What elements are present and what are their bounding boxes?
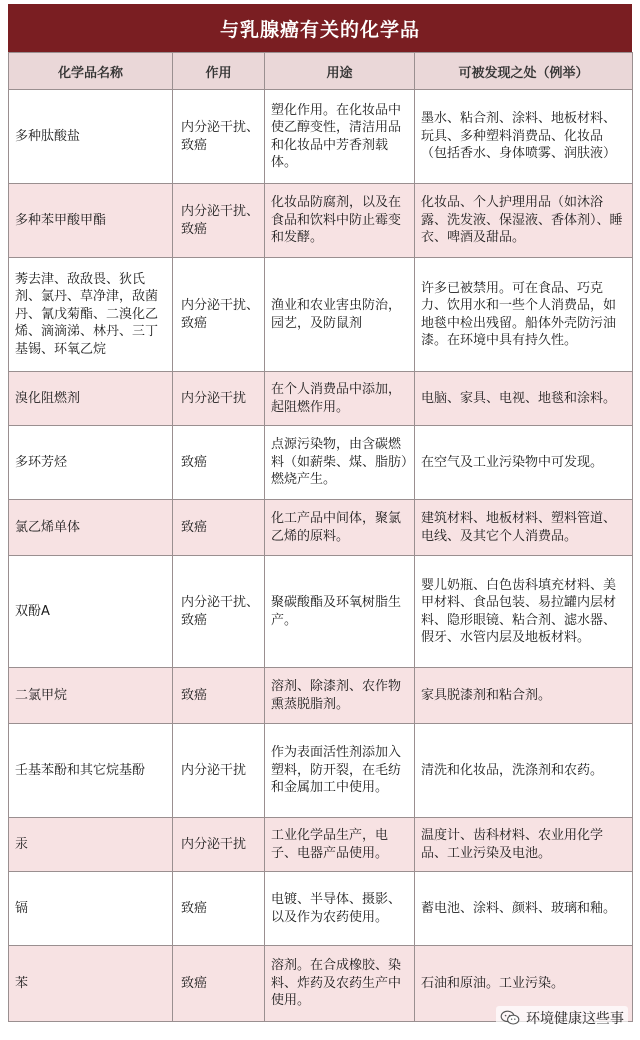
chemical-found: 家具脱漆剂和粘合剂。 — [415, 668, 633, 724]
chemical-use: 塑化作用。在化妆品中使乙醇变性，清洁用品和化妆品中芳香剂载体。 — [265, 90, 415, 184]
chemical-name: 氯乙烯单体 — [9, 500, 173, 556]
chemical-effect: 致癌 — [173, 426, 265, 500]
header-name: 化学品名称 — [9, 53, 173, 90]
chemical-effect: 内分泌干扰、致癌 — [173, 258, 265, 372]
chemical-found: 墨水、粘合剂、涂料、地板材料、玩具、多种塑料消费品、化妆品（包括香水、身体喷雾、润肤液） — [415, 90, 633, 184]
chemical-name: 莠去津、敌敌畏、狄氏剂、氯丹、草净津，敌菌丹、氰戊菊酯、二溴化乙烯、滴滴涕、林丹、三丁基锡、环氧乙烷 — [9, 258, 173, 372]
header-found: 可被发现之处（例举） — [415, 53, 633, 90]
chemical-found: 婴儿奶瓶、白色齿科填充材料、美甲材料、食品包装、易拉罐内层材料、隐形眼镜、粘合剂、滤水器、假牙、水管内层及地板材料。 — [415, 556, 633, 668]
chemical-effect: 致癌 — [173, 668, 265, 724]
chemical-found: 电脑、家具、电视、地毯和涂料。 — [415, 372, 633, 426]
table-row — [9, 872, 633, 946]
header-effect: 作用 — [173, 53, 265, 90]
chemical-use: 在个人消费品中添加，起阻燃作用。 — [265, 372, 415, 426]
chemical-name: 苯 — [9, 946, 173, 1022]
chemical-name: 多种苯甲酸甲酯 — [9, 184, 173, 258]
chemical-use: 点源污染物，由含碳燃料（如薪柴、煤、脂肪）燃烧产生。 — [265, 426, 415, 500]
watermark-text: 环境健康这些事 — [526, 1011, 624, 1027]
chemical-use: 化工产品中间体，聚氯乙烯的原料。 — [265, 500, 415, 556]
chemical-found: 化妆品、个人护理用品（如沐浴露、洗发液、保湿液、香体剂）、睡衣、啤酒及甜品。 — [415, 184, 633, 258]
chemical-found: 在空气及工业污染物中可发现。 — [415, 426, 633, 500]
chemical-effect: 致癌 — [173, 500, 265, 556]
table-row — [9, 818, 633, 872]
chemical-name: 镉 — [9, 872, 173, 946]
chemical-effect: 内分泌干扰、致癌 — [173, 184, 265, 258]
chemical-use: 渔业和农业害虫防治，园艺，及防鼠剂 — [265, 258, 415, 372]
header-row — [9, 53, 633, 90]
chemical-name: 壬基苯酚和其它烷基酚 — [9, 724, 173, 818]
table-row — [9, 258, 633, 372]
chemical-name: 双酚A — [9, 556, 173, 668]
chemical-found: 蓄电池、涂料、颜料、玻璃和釉。 — [415, 872, 633, 946]
watermark — [496, 1006, 628, 1030]
chemical-use: 电镀、半导体、摄影、以及作为农药使用。 — [265, 872, 415, 946]
chemical-use: 工业化学品生产，电子、电器产品使用。 — [265, 818, 415, 872]
chemical-use: 聚碳酸酯及环氧树脂生产。 — [265, 556, 415, 668]
chemical-found: 石油和原油。工业污染。 — [415, 946, 633, 1022]
table-row — [9, 500, 633, 556]
chemical-use: 作为表面活性剂添加入塑料，防开裂，在毛纺和金属加工中使用。 — [265, 724, 415, 818]
chemical-use: 溶剂。在合成橡胶、染料、炸药及农药生产中使用。 — [265, 946, 415, 1022]
chemicals-table — [8, 52, 633, 1022]
wechat-icon — [500, 1010, 520, 1026]
header-use: 用途 — [265, 53, 415, 90]
table-row — [9, 426, 633, 500]
table-row — [9, 668, 633, 724]
table-row — [9, 556, 633, 668]
table-row — [9, 184, 633, 258]
chemical-effect: 内分泌干扰 — [173, 818, 265, 872]
chemical-effect: 内分泌干扰、致癌 — [173, 556, 265, 668]
table-row — [9, 724, 633, 818]
chemical-name: 多种肽酸盐 — [9, 90, 173, 184]
chemical-name: 多环芳烃 — [9, 426, 173, 500]
chemical-use: 化妆品防腐剂，以及在食品和饮料中防止霉变和发酵。 — [265, 184, 415, 258]
chemical-found: 清洗和化妆品，洗涤剂和农药。 — [415, 724, 633, 818]
chemical-effect: 内分泌干扰 — [173, 724, 265, 818]
chemical-effect: 致癌 — [173, 946, 265, 1022]
table-row — [9, 372, 633, 426]
chemical-found: 建筑材料、地板材料、塑料管道、电线、及其它个人消费品。 — [415, 500, 633, 556]
chemical-effect: 内分泌干扰、致癌 — [173, 90, 265, 184]
chemical-name: 汞 — [9, 818, 173, 872]
chemical-found: 许多已被禁用。可在食品、巧克力、饮用水和一些个人消费品，如地毯中检出残留。船体外壳防污油漆。在环境中具有持久性。 — [415, 258, 633, 372]
chemical-found: 温度计、齿科材料、农业用化学品、工业污染及电池。 — [415, 818, 633, 872]
chemical-effect: 致癌 — [173, 872, 265, 946]
chemical-name: 溴化阻燃剂 — [9, 372, 173, 426]
table-title: 与乳腺癌有关的化学品 — [8, 4, 632, 52]
table-row — [9, 90, 633, 184]
chemical-effect: 内分泌干扰 — [173, 372, 265, 426]
chemical-name: 二氯甲烷 — [9, 668, 173, 724]
chemical-use: 溶剂、除漆剂、农作物熏蒸脱脂剂。 — [265, 668, 415, 724]
